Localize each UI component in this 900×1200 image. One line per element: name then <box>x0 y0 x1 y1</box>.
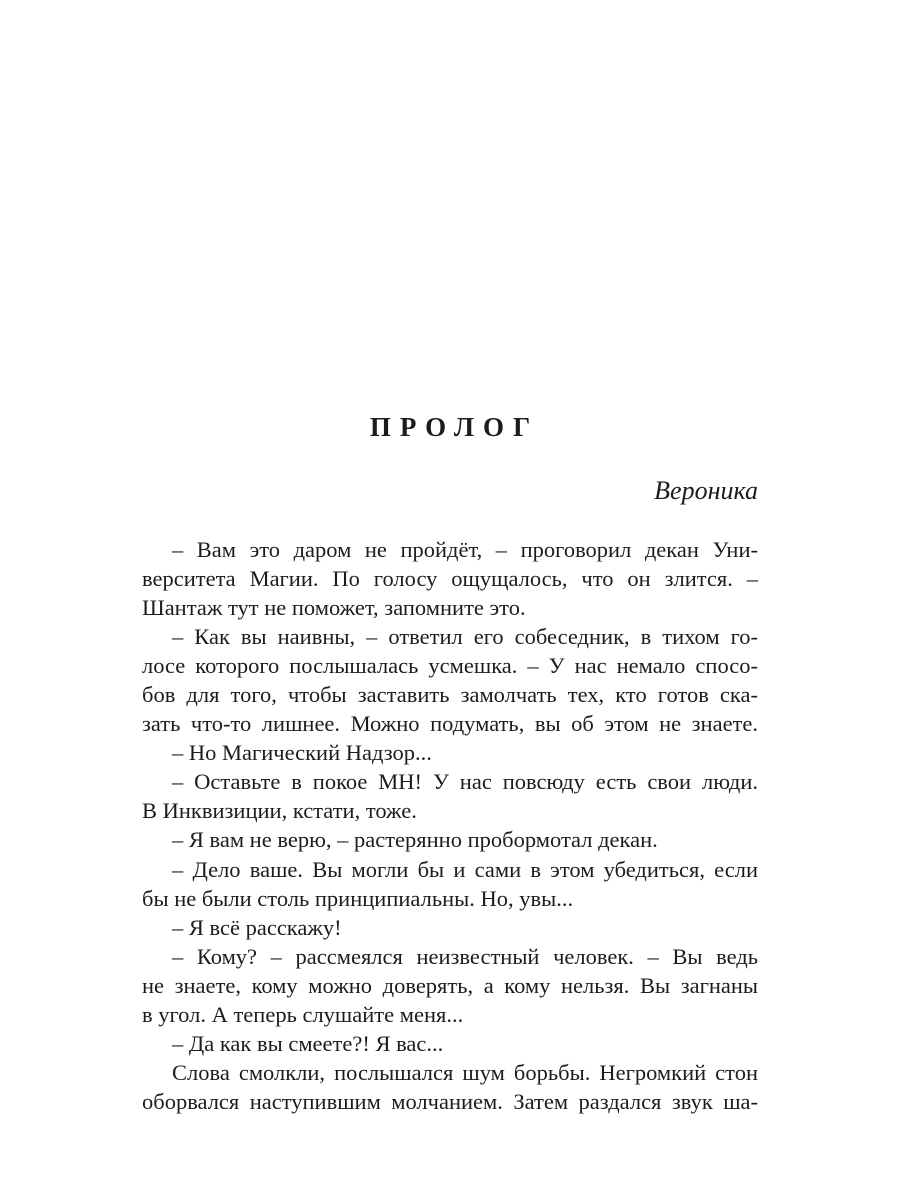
text-line: Слова смолкли, послышался шум борьбы. Негромкий стон <box>172 1059 758 1085</box>
text-line: – Но Магический Надзор... <box>172 740 432 766</box>
text-line: – Я всё расскажу! <box>172 914 342 940</box>
chapter-title: ПРОЛОГ <box>369 412 540 442</box>
text-line: – Вам это даром не пройдёт, – проговорил декан Уни- <box>172 537 758 562</box>
chapter-subtitle: Вероника <box>654 476 758 505</box>
text-line: бы не были столь принципиальны. Но, увы... <box>142 885 574 911</box>
text-line: Шантаж тут не поможет, запомните это. <box>142 595 526 621</box>
text-line: лосе которого послышалась усмешка. – У нас немало спосо- <box>142 653 758 679</box>
text-line: – Я вам не верю, – растерянно пробормотал декан. <box>172 827 658 853</box>
text-line: – Дело ваше. Вы могли бы и сами в этом убедиться, если <box>172 856 758 882</box>
text-line: – Оставьте в покое МН! У нас повсюду есть свои люди. <box>172 769 758 795</box>
text-line: зать что-то лишнее. Можно подумать, вы об этом не знаете. <box>142 711 758 737</box>
text-line: оборвался наступившим молчанием. Затем раздался звук ша- <box>142 1088 758 1114</box>
text-line: не знаете, кому можно доверять, а кому нельзя. Вы загнаны <box>142 972 758 998</box>
text-line: – Кому? – рассмеялся неизвестный человек. – Вы ведь <box>172 943 758 969</box>
text-line: верситета Магии. По голосу ощущалось, что он злится. – <box>142 566 758 592</box>
text-line: в угол. А теперь слушайте меня... <box>142 1001 464 1027</box>
text-line: В Инквизиции, кстати, тоже. <box>142 798 417 824</box>
text-line: – Как вы наивны, – ответил его собеседник, в тихом го- <box>172 624 758 650</box>
text-line: бов для того, чтобы заставить замолчать тех, кто готов ска- <box>142 682 758 708</box>
text-line: – Да как вы смеете?! Я вас... <box>172 1030 444 1056</box>
body-text <box>142 535 758 1116</box>
